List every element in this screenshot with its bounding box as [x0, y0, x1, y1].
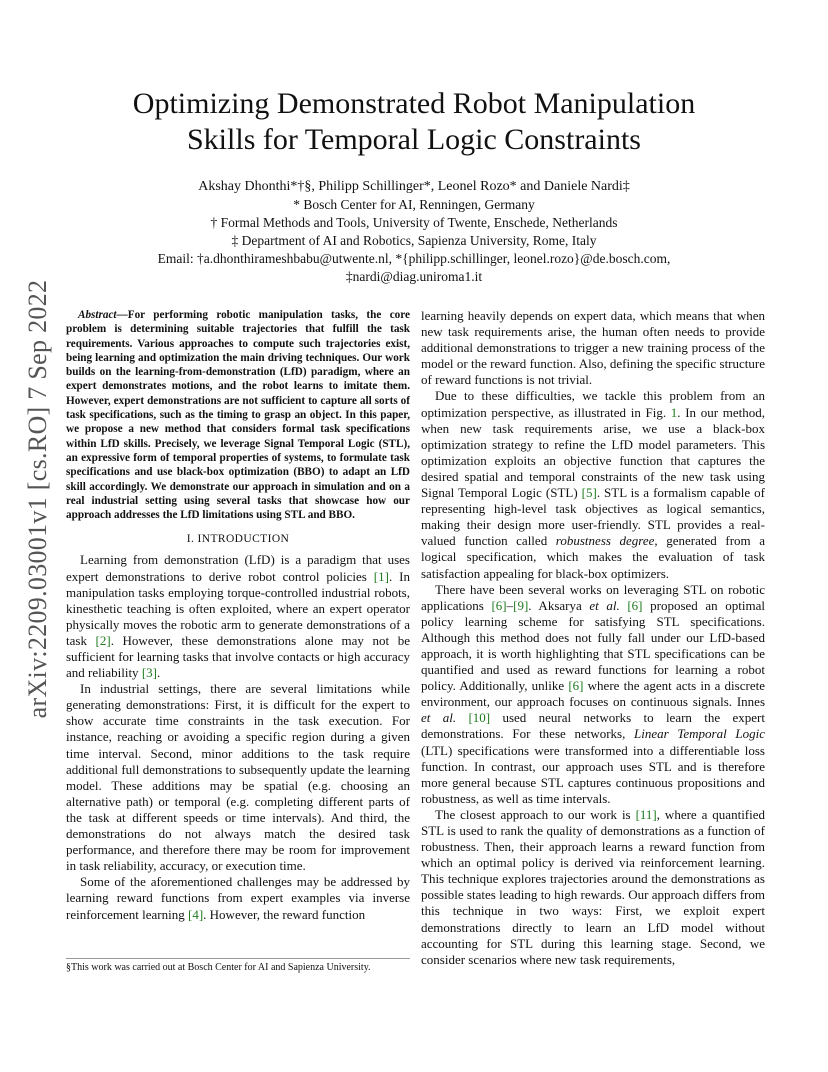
- email-line-1: Email: †a.dhonthirameshbabu@utwente.nl, *{philipp.schillinger, leonel.rozo}@de.bosch.com,: [157, 251, 671, 266]
- footnote: §This work was carried out at Bosch Center for AI and Sapienza University.: [66, 958, 410, 973]
- author-block: [64, 178, 764, 286]
- left-column: [66, 308, 410, 923]
- citation-link[interactable]: [4]: [188, 906, 204, 922]
- citation-link[interactable]: [6]: [568, 678, 584, 694]
- figure-link[interactable]: 1: [670, 404, 678, 420]
- citation-link[interactable]: [6]: [627, 597, 643, 613]
- right-column: [421, 308, 765, 968]
- abstract-text: —For performing robotic manipulation tasks, the core problem is determining suitable trajectories that fulfill the task requirements. Various approaches to compute such trajectories exist, being learning and optimization the main driving techniques. Our work builds on the learning-from-demonstration (LfD) paradigm, where an expert demonstrates motions, and the robot learns to imitate them. However, expert demonstrations are not sufficient to capture all sorts of task specifications, such as the timing to grasp an object. In this paper, we propose a new method that considers formal task specifications within LfD skills. Precisely, we leverage Signal Temporal Logic (STL), an expressive form of temporal properties of systems, to formulate task specifications and use black-box optimization (BBO) to adapt an LfD skill accordingly. We demonstrate our approach in simulation and on a real industrial setting using several tasks that showcase how our approach addresses the LfD limitations using STL and BBO.: [66, 309, 410, 522]
- abstract: [66, 308, 410, 522]
- email-line-2: ‡nardi@diag.uniroma1.it: [345, 269, 483, 284]
- citation-link[interactable]: [5]: [581, 485, 597, 501]
- right-paragraph-2: Due to these difficulties, we tackle this problem from an optimization perspective, as illustrated in Fig. 1. In our method, when new task requirements arise, we use a black-box optimization strategy to refine the LfD model parameters. This optimization exploits an objective function that captures the desired spatial and temporal constraints of the new task using Signal Temporal Logic (STL) [5]. STL is a formalism capable of representing high-level task objectives as logical semantics, making their design more user-friendly. STL provides a real-valued function called robustness degree, generated from a logical specification, which makes the evaluation of task satisfaction appealing for black-box optimizers.: [421, 388, 766, 581]
- citation-link[interactable]: [6]: [491, 597, 507, 613]
- author-names: Akshay Dhonthi*†§, Philipp Schillinger*, Leonel Rozo* and Daniele Nardi‡: [198, 179, 630, 194]
- affiliation-sapienza: ‡ Department of AI and Robotics, Sapienza University, Rome, Italy: [231, 233, 597, 248]
- arxiv-identifier: arXiv:2209.03001v1 [cs.RO] 7 Sep 2022: [23, 279, 52, 719]
- intro-paragraph-1: Learning from demonstration (LfD) is a paradigm that uses expert demonstrations to derive robot control policies [1]. In manipulation tasks employing torque-controlled industrial robots, kinesthetic teaching is often exploited, where an expert operator physically moves the robotic arm to generate demonstrations of a task [2]. However, these demonstrations alone may not be sufficient for learning tasks that involve contacts or high accuracy and reliability [3].: [66, 552, 410, 681]
- citation-link[interactable]: [11]: [635, 806, 657, 822]
- emphasis-term: et al.: [421, 710, 457, 726]
- citation-link[interactable]: [2]: [95, 632, 111, 648]
- citation-link[interactable]: [9]: [513, 597, 529, 613]
- arxiv-sidebar: [18, 279, 58, 719]
- intro-paragraph-3: Some of the aforementioned challenges may be addressed by learning reward functions from expert examples via inverse reinforcement learning [4]. However, the reward function: [66, 874, 410, 922]
- emphasis-term: et al.: [589, 597, 620, 613]
- emphasis-term: Linear Temporal Logic: [634, 726, 765, 742]
- paper-title: [64, 86, 764, 158]
- title-line-2: Skills for Temporal Logic Constraints: [187, 123, 641, 156]
- affiliation-twente: † Formal Methods and Tools, University of Twente, Enschede, Netherlands: [210, 215, 618, 230]
- citation-link[interactable]: [1]: [373, 568, 389, 584]
- citation-link[interactable]: [3]: [141, 665, 157, 681]
- right-paragraph-4: The closest approach to our work is [11], where a quantified STL is used to rank the quality of demonstrations as a function of robustness. Then, their approach learns a reward function from which an optimal policy is derived via reinforcement learning. This technique explores trajectories around the demonstrations as possible states leading to high rewards. Our approach differs from this technique in two ways: First, we exploit expert demonstrations directly to learn an LfD model without accounting for STL during this learning stage. Second, we consider scenarios where new task requirements,: [421, 806, 766, 967]
- abstract-label: Abstract: [78, 309, 117, 321]
- citation-link[interactable]: [10]: [468, 710, 491, 726]
- title-line-1: Optimizing Demonstrated Robot Manipulation: [132, 87, 696, 120]
- affiliation-bosch: * Bosch Center for AI, Renningen, Germany: [293, 197, 535, 212]
- intro-paragraph-2: In industrial settings, there are several limitations while generating demonstrations: First, it is difficult for the expert to show accurate time constraints in the task execution. For instance, reaching or avoiding a specific region during a given time interval. Second, minor additions to the task require additional full demonstrations to subsequently update the learning model. These additions may be spatial (e.g. choosing an alternative path) or temporal (e.g. completing different parts of the task at different speeds or time intervals). And third, the demonstrations do not always match the desired task performance, and therefore there may be room for improvement in task reliability, accuracy, or execution time.: [66, 681, 410, 874]
- right-paragraph-1: learning heavily depends on expert data, which means that when new task requirements arise, the human often needs to provide additional demonstrations to trigger a new training process of the model or the reward function. Also, defining the specific structure of reward functions is not trivial.: [421, 308, 765, 388]
- emphasis-term: robustness degree: [555, 533, 655, 549]
- section-heading-introduction: I. INTRODUCTION: [186, 533, 290, 546]
- right-paragraph-3: There have been several works on leveraging STL on robotic applications [6]–[9]. Aksarya et al. [6] proposed an optimal policy learning scheme for satisfying STL specifications. Although this method does not fully fall under our LfD-based approach, it is worth highlighting that STL specifications can be quantified and used as reward functions for learning a robot policy. Additionally, unlike [6] where the agent acts in a discrete environment, our approach focuses on continuous signals. Innes et al. [10] used neural networks to learn the expert demonstrations. For these networks, Linear Temporal Logic (LTL) specifications were transformed into a differentiable loss function. In contrast, our approach uses STL and is therefore more general because STL captures continuous propositions and robustness, as well as time intervals.: [421, 581, 765, 806]
